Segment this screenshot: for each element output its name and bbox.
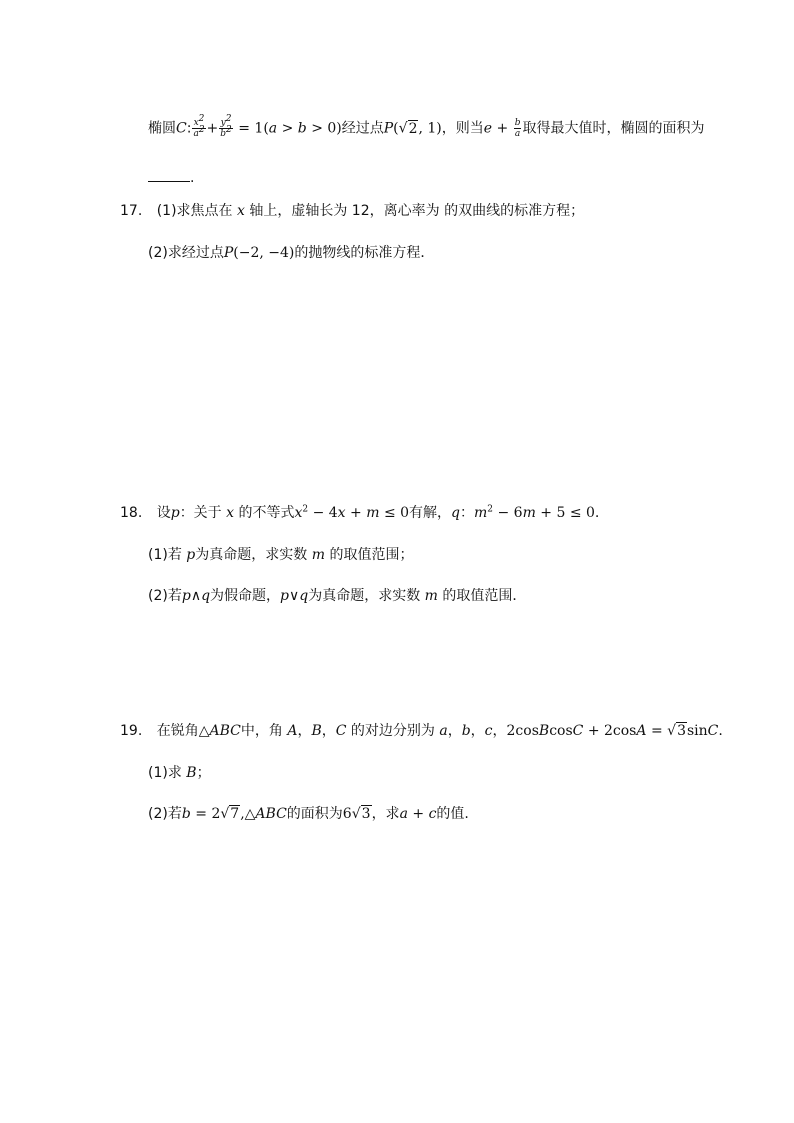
fraction-b-a: $\frac{b}{a}$ — [514, 118, 521, 139]
question-number: 18. — [120, 505, 143, 521]
q19-line1: 19. 在锐角△ABC中，角 A，B，C 的对边分别为 a，b，c，2cosBcosC + 2cosA = √3sinC. — [120, 723, 723, 739]
question-number: 19. — [120, 723, 143, 739]
q17-line1: 17. (1)求焦点在 x 轴上，虚轴长为 12，离心率为 的双曲线的标准方程； — [120, 203, 585, 219]
q18-line1: 18. 设p：关于 x 的不等式$x^2 - 4x + m \le 0$有解，q：$m^2 - 6m + 5 \le 0$. — [120, 504, 600, 521]
q19-line2: (1)求 B； — [148, 765, 211, 781]
q16-line1: 椭圆C: $\frac{x^2}{a^2}$ + $\frac{y^2}{b^2}$ = 1(a > b > 0)经过点P(√2, 1)，则当e + $\frac{b}{a}$ 取得最大值时，椭圆的面积为 — [148, 114, 705, 139]
fraction-x2-a2: $\frac{x^2}{a^2}$ — [193, 114, 205, 139]
q18-line2: (1)若 p为真命题，求实数 m 的取值范围； — [148, 547, 414, 563]
fraction-y2-b2: $\frac{y^2}{b^2}$ — [220, 114, 232, 139]
question-number: 17. — [120, 203, 143, 219]
answer-blank[interactable] — [148, 169, 190, 182]
q16-answer-line: . — [148, 168, 194, 188]
q18-line3: (2)若p∧q为假命题，p∨q为真命题，求实数 m 的取值范围． — [148, 588, 527, 604]
q19-line3: (2)若b = 2√7,△ABC的面积为6√3，求a + c的值. — [148, 806, 469, 822]
q17-line2: (2)求经过点P(−2, −4)的抛物线的标准方程． — [148, 245, 435, 261]
